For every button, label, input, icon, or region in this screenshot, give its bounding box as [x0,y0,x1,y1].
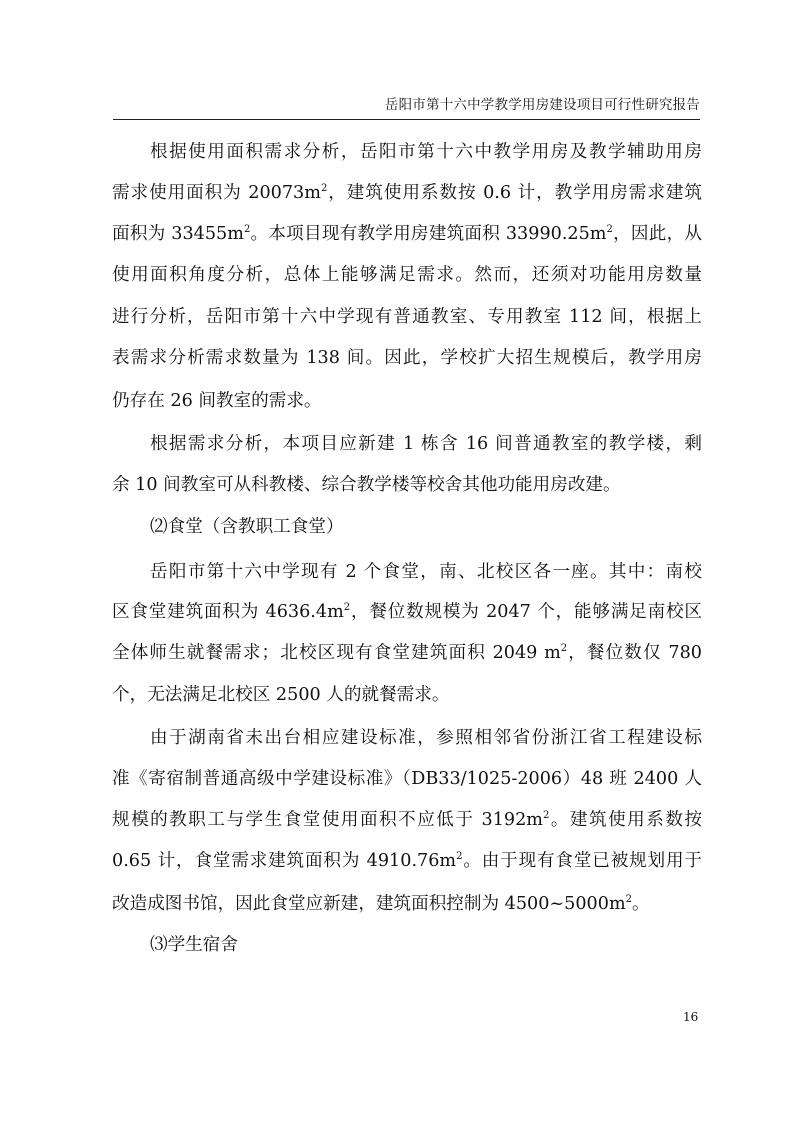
body-line: 余 10 间教室可从科教楼、综合教学楼等校舍其他功能用房改建。 [112,475,621,495]
body-line: 规模的教职工与学生食堂使用面积不应低于 $3192m^2$。建筑使用系数按 [112,810,702,830]
header-title: 岳阳市第十六中学教学用房建设项目可行性研究报告 [384,97,700,113]
body-line: 改造成图书馆，因此食堂应新建，建筑面积控制为 $4500\sim 5000m^2$。 [112,894,650,914]
body-line: 准《寄宿制普通高级中学建设标准》（DB33/1025-2006）48 班 2400 人 [112,769,702,789]
running-header [113,92,700,120]
section-heading: ⑶学生宿舍 [150,935,238,955]
body-line: 仍存在 26 间教室的需求。 [112,391,322,411]
body-line: 根据使用面积需求分析，岳阳市第十六中教学用房及教学辅助用房 [150,142,702,162]
body-line: 根据需求分析，本项目应新建 1 栋含 16 间普通教室的教学楼，剩 [150,434,702,454]
body-line: 0.65 计，食堂需求建筑面积为 $4910.76m^2$。由于现有食堂已被规划用于 [112,851,702,871]
body-line: 全体师生就餐需求；北校区现有食堂建筑面积 2049 $m^2$，餐位数仅 780 [112,643,702,663]
body-line: 表需求分析需求数量为 138 间。因此，学校扩大招生规模后，教学用房 [112,348,702,368]
body-line: 区食堂建筑面积为 $4636.4m^2$，餐位数规模为 2047 个，能够满足南校区 [112,602,702,622]
body-line: 个，无法满足北校区 2500 人的就餐需求。 [112,685,450,705]
body-line: 面积为 $33455m^2$。本项目现有教学用房建筑面积 $33990.25m^2$，因此，从 [112,224,702,244]
body-line: 使用面积角度分析，总体上能够满足需求。然而，还须对功能用房数量 [112,265,702,285]
body-line: 进行分析，岳阳市第十六中学现有普通教室、专用教室 112 间，根据上 [112,307,702,327]
body-line: 岳阳市第十六中学现有 2 个食堂，南、北校区各一座。其中：南校 [150,562,702,582]
page-number: 16 [683,1010,699,1024]
section-heading: ⑵食堂（含教职工食堂） [150,517,344,537]
body-line: 由于湖南省未出台相应建设标准，参照相邻省份浙江省工程建设标 [150,728,702,748]
body-line: 需求使用面积为 $20073m^2$，建筑使用系数按 0.6 计，教学用房需求建筑 [112,183,702,203]
